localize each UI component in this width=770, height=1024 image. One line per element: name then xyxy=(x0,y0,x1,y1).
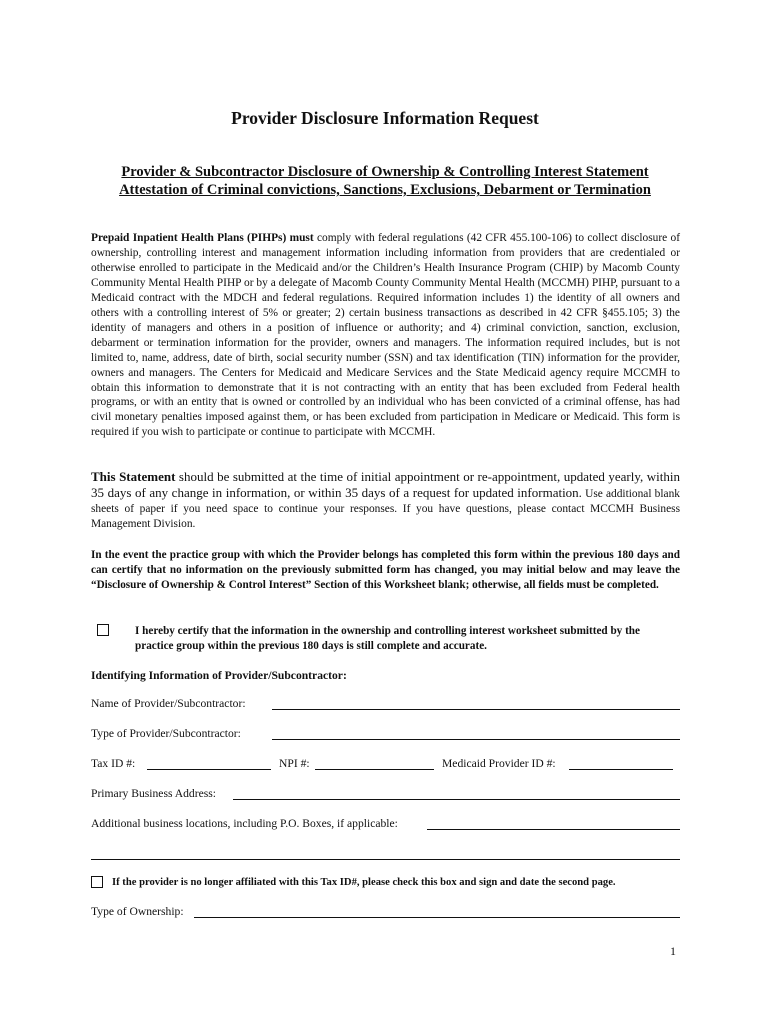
subtitle-attestation: Attestation of Criminal convictions, Sanctions, Exclusions, Debarment or Termination xyxy=(119,182,651,198)
tax-id-label: Tax ID #: xyxy=(91,757,136,770)
ownership-input-line[interactable] xyxy=(194,917,680,918)
additional-locations-label: Additional business locations, including P.O. Boxes, if applicable: xyxy=(91,817,398,830)
statement-lead: This Statement xyxy=(91,469,176,484)
certify-checkbox[interactable] xyxy=(97,624,109,636)
address-input-line[interactable] xyxy=(233,799,680,800)
intro-lead: Prepaid Inpatient Health Plans (PIHPs) must xyxy=(91,232,314,244)
name-input-line[interactable] xyxy=(272,709,680,710)
certify-statement: I hereby certify that the information in the ownership and controlling interest worksheet submitted by the practice group within the previous 180 days is still complete and accurate. xyxy=(135,625,640,652)
page-title: Provider Disclosure Information Request xyxy=(231,108,539,128)
medicaid-id-input-line[interactable] xyxy=(569,769,673,770)
type-label: Type of Provider/Subcontractor: xyxy=(91,727,241,740)
type-input-line[interactable] xyxy=(272,739,680,740)
no-longer-affiliated-text: If the provider is no longer affiliated with this Tax ID#, please check this box and sign and date the second page. xyxy=(112,877,616,888)
subtitle-ownership: Provider & Subcontractor Disclosure of Ownership & Controlling Interest Statement xyxy=(121,164,649,180)
practice-group-note: In the event the practice group with which the Provider belongs has completed this form within the previous 180 days and can certify that no information on the previously submitted form has changed, you may initial below and may leave the “Disclosure of Ownership & Control Interest” Section of this Worksheet blank; otherwise, all fields must be completed. xyxy=(91,549,680,591)
address-label: Primary Business Address: xyxy=(91,787,216,800)
tax-id-input-line[interactable] xyxy=(147,769,271,770)
identifying-heading: Identifying Information of Provider/Subcontractor: xyxy=(91,669,347,682)
medicaid-id-label: Medicaid Provider ID #: xyxy=(442,757,556,770)
ownership-label: Type of Ownership: xyxy=(91,905,184,918)
npi-label: NPI #: xyxy=(279,757,310,770)
name-label: Name of Provider/Subcontractor: xyxy=(91,697,246,710)
statement-paragraph xyxy=(91,470,680,532)
additional-locations-input-line[interactable] xyxy=(427,829,680,830)
intro-body: comply with federal regulations (42 CFR 455.100-106) to collect disclosure of ownership, controlling interest and management information including information from providers that are credentialed or otherwise enrolled to participate in the Medicaid and/or the Children’s Health Insurance Program (CHIP) by Macomb County Community Mental Health PIHP or by a delegate of Macomb County Community Mental Health (MCCMH) PIHP, pursuant to a Medicaid contract with the MDCH and federal regulations. Required information includes 1) the identity of all owners and others with a controlling interest of 5% or greater; 2) certain business transactions as described in 42 CFR §455.105; 3) the identity of managers and others in a position of influence or authority; and 4) criminal conviction, sanction, exclusion, debarment or termination information for the provider, owners and managers. The information required includes, but is not limited to, name, address, date of birth, social security number (SSN) and tax identification (TIN) information for the provider, owners and managers. The Centers for Medicaid and Medicare Services and the State Medicaid agency require MCCMH to obtain this information to demonstrate that it is not contracting with an entity that has been excluded from Federal health programs, or with an entity that is owned or controlled by an individual who has been convicted of a criminal offense, has had civil monetary penalties imposed against them, or has been excluded from participation in Medicare or Medicaid. This form is required if you wish to participate or continue to participate with MCCMH. xyxy=(91,232,681,439)
statement-body-small: Use additional blank sheets of paper if you need space to continue your responses. If you have questions, please contact MCCMH Business Management Division. xyxy=(91,487,680,530)
intro-paragraph xyxy=(91,231,680,440)
additional-locations-input-line-2[interactable] xyxy=(91,859,680,860)
page-number: 1 xyxy=(670,944,676,958)
statement-body-large: should be submitted at the time of initial appointment or re-appointment, updated yearly, within 35 days of any change in information, or within 35 days of a request for updated information. xyxy=(91,469,680,500)
npi-input-line[interactable] xyxy=(315,769,434,770)
no-longer-affiliated-checkbox[interactable] xyxy=(91,876,103,888)
